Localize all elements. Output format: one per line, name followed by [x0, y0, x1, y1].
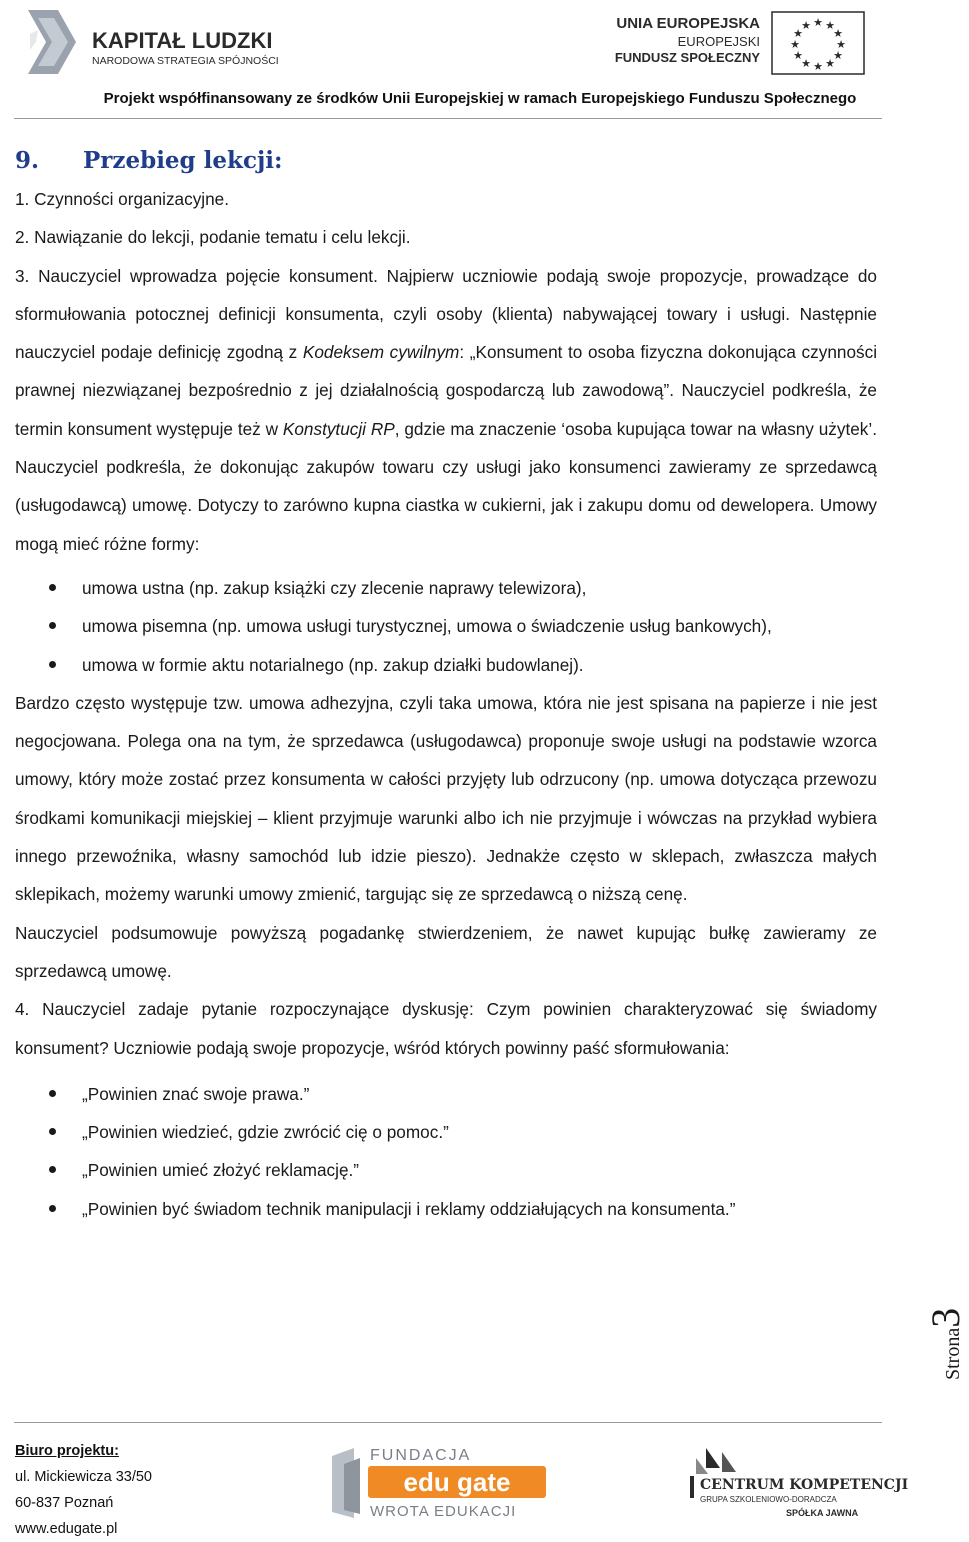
- project-office-address: [15, 1438, 152, 1542]
- svg-text:★: ★: [825, 57, 835, 70]
- lesson-content: [15, 142, 877, 1228]
- website-link[interactable]: www.edugate.pl: [15, 1521, 118, 1537]
- svg-text:★: ★: [793, 27, 803, 40]
- kapital-ludzki-subtitle: NARODOWA STRATEGIA SPÓJNOŚCI: [92, 55, 279, 67]
- svg-text:★: ★: [833, 27, 843, 40]
- list-item-text: umowa pisemna (np. umowa usługi turystycznej, umowa o świadczenie usług bankowych),: [82, 616, 772, 637]
- bullet-icon: [49, 622, 56, 629]
- svg-text:★: ★: [813, 60, 823, 73]
- step-1: 1. Czynności organizacyjne.: [15, 189, 229, 209]
- svg-text:★: ★: [825, 19, 835, 32]
- eu-line1: UNIA EUROPEJSKA: [616, 15, 760, 32]
- project-caption: Projekt współfinansowany ze środków Unii Europejskiej w ramach Europejskiego Funduszu Społecznego: [103, 90, 857, 107]
- address-street: ul. Mickiewicza 33/50: [15, 1469, 152, 1485]
- svg-text:★: ★: [793, 49, 803, 62]
- svg-text:★: ★: [833, 49, 843, 62]
- ck-line2: GRUPA SZKOLENIOWO-DORADCZA: [700, 1495, 837, 1504]
- consumer-traits-list: [15, 1075, 877, 1228]
- page-number: 3: [923, 1307, 968, 1328]
- page-number-marker: [922, 1300, 968, 1380]
- bullet-icon: [49, 661, 56, 668]
- eu-social-fund-logo: [614, 6, 866, 78]
- section-heading: [15, 142, 877, 180]
- bullet-icon: [49, 1090, 56, 1097]
- svg-text:★: ★: [790, 38, 800, 51]
- list-item: [15, 607, 877, 645]
- list-item: [15, 1113, 877, 1151]
- svg-text:★: ★: [836, 38, 846, 51]
- step-2: 2. Nawiązanie do lekcji, podanie tematu i celu lekcji.: [15, 227, 411, 248]
- svg-text:★: ★: [801, 57, 811, 70]
- konstytucja-ref: Konstytucji RP: [282, 418, 395, 439]
- list-item-text: „Powinien wiedzieć, gdzie zwrócić cię o pomoc.”: [82, 1122, 449, 1143]
- adhesion-contract-paragraph: Bardzo często występuje tzw. umowa adhezyjna, czyli taka umowa, która nie jest spisana na papierze i nie jest negocjowana. Polega ona na tym, że sprzedawca (usługodawca) proponuje swoje usługi na podstawie wzorca umowy, który może zostać przez konsumenta w całości przyjęty lub odrzucony (np. umowa dotycząca przewozu środkami komunikacji miejskiej – klient przyjmuje warunki albo ich nie przyjmuje i wówczas na przykład wybiera innego przewoźnika, własny samochód lub idzie pieszo). Jednakże często w sklepach, zwłaszcza małych sklepikach, możemy warunki umowy zmienić, targując się ze sprzedawcą o niższą cenę.: [15, 692, 877, 905]
- edugate-line3: WROTA EDUKACJI: [370, 1503, 517, 1520]
- footer-divider: [14, 1422, 882, 1423]
- svg-text:★: ★: [813, 16, 823, 29]
- kodeks-cywilny-ref: Kodeksem cywilnym: [302, 342, 460, 363]
- list-item: [15, 1151, 877, 1189]
- eu-line2: EUROPEJSKI: [677, 34, 760, 49]
- svg-text:★: ★: [801, 19, 811, 32]
- list-item: [15, 1075, 877, 1113]
- section-title: Przebieg lekcji:: [83, 147, 283, 174]
- edugate-line2: edu gate: [403, 1467, 511, 1497]
- list-item-text: „Powinien być świadom technik manipulacji i reklamy oddziałujących na konsumenta.”: [82, 1198, 736, 1219]
- list-item-text: umowa ustna (np. zakup książki czy zlecenie naprawy telewizora),: [82, 577, 587, 598]
- address-title: Biuro projektu:: [15, 1443, 119, 1459]
- list-item-text: „Powinien umieć złożyć reklamację.”: [82, 1160, 359, 1181]
- contract-forms-list: [15, 569, 877, 684]
- list-item: [15, 1190, 877, 1228]
- ck-line1: CENTRUM KOMPETENCJI: [700, 1477, 909, 1493]
- kapital-ludzki-logo: [24, 4, 279, 80]
- page-label: Strona: [942, 1327, 964, 1380]
- list-item: [15, 646, 877, 684]
- header-divider: [14, 118, 882, 119]
- summary-paragraph: Nauczyciel podsumowuje powyższą pogadankę stwierdzeniem, że nawet kupując bułkę zawieramy ze sprzedawcą umowę.: [15, 922, 877, 981]
- list-item: [15, 569, 877, 607]
- list-item-text: „Powinien znać swoje prawa.”: [82, 1083, 310, 1104]
- bullet-icon: [49, 1128, 56, 1135]
- ck-line3: SPÓŁKA JAWNA: [786, 1508, 859, 1518]
- step-3-text-a: 3. Nauczyciel wprowadza pojęcie konsument. Najpierw uczniowie podają swoje propozycje, prowadzące do sformułowania potocznej definicji konsumenta, czyli osoby (klienta) nabywającej towary i usługi. Następnie nauczyciel podaje definicję zgodną z: [15, 265, 877, 363]
- address-city: 60-837 Poznań: [15, 1495, 114, 1511]
- edugate-line1: FUNDACJA: [370, 1447, 472, 1464]
- step-3-text-b: : „Konsument to osoba fizyczna dokonująca czynności prawnej niezwiązanej bezpośrednio z jej działalnością gospodarczą lub zawodową”. Nauczyciel podkreśla, że termin konsument występuje też w: [15, 342, 878, 439]
- bullet-icon: [49, 1205, 56, 1212]
- centrum-kompetencji-logo: [686, 1444, 909, 1536]
- step-4: 4. Nauczyciel zadaje pytanie rozpoczynające dyskusję: Czym powinien charakteryzować się świadomy konsument? Uczniowie podają swoje propozycje, wśród których powinny paść sformułowania:: [15, 999, 877, 1058]
- section-number: 9.: [15, 147, 40, 174]
- edugate-foundation-logo: [330, 1428, 550, 1524]
- bullet-icon: [49, 584, 56, 591]
- page-header: [0, 0, 960, 118]
- eu-line3: FUNDUSZ SPOŁECZNY: [614, 50, 760, 65]
- step-3: [15, 257, 877, 563]
- step-3-text-c: , gdzie ma znaczenie ‘osoba kupująca towar na własny użytek’. Nauczyciel podkreśla, że dokonując zakupów towaru czy usługi jako konsumenci zawieramy ze sprzedawcą (usługodawcą) umowę. Dotyczy to zarówno kupna ciastka w cukierni, jak i zakupu domu od dewelopera. Umowy mogą mieć różne formy:: [15, 418, 877, 554]
- kapital-ludzki-title: KAPITAŁ LUDZKI: [92, 28, 273, 53]
- list-item-text: umowa w formie aktu notarialnego (np. zakup działki budowlanej).: [82, 654, 584, 675]
- bullet-icon: [49, 1166, 56, 1173]
